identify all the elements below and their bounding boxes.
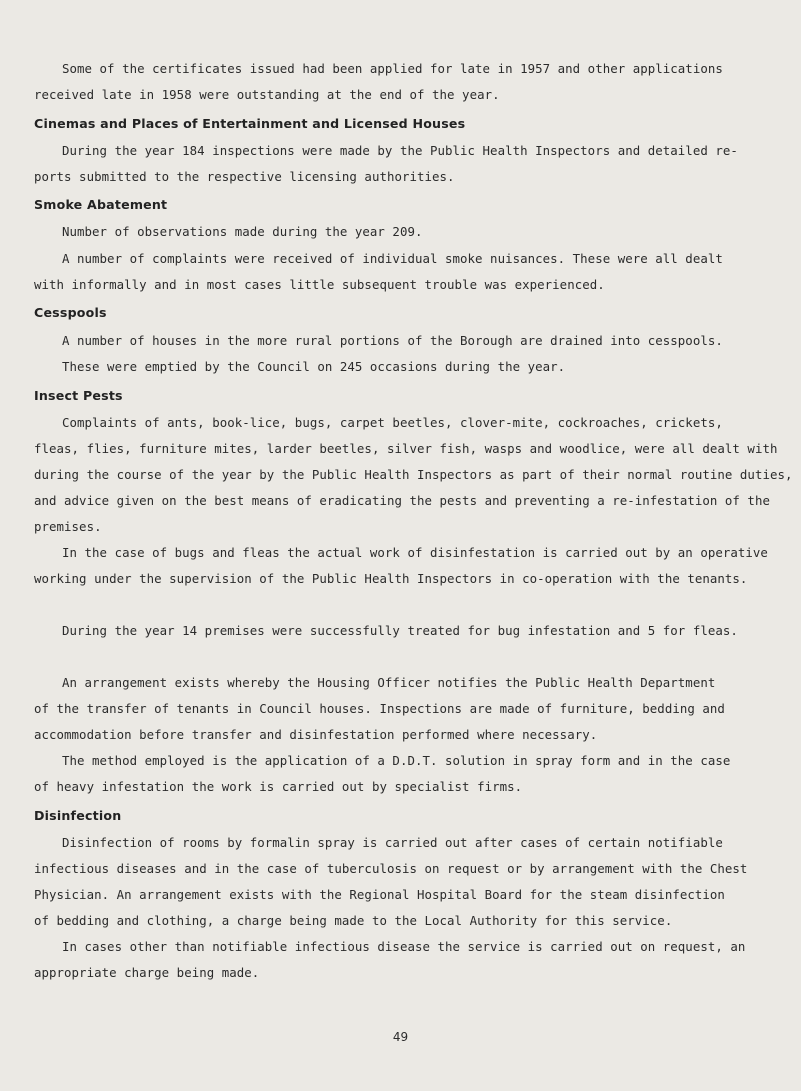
text-line: Disinfection of rooms by formalin spray is carried out after cases of certain notifiable [62,835,723,850]
heading-smoke-abatement: Smoke Abatement [34,197,168,212]
page-number: 49 [392,1030,409,1044]
text-line: Number of observations made during the year 209. [62,224,423,239]
text-line: appropriate charge being made. [34,965,260,980]
paragraph-insect-disinfestation [34,540,768,592]
text-line: The method employed is the application of a D.D.T. solution in spray form and in the case [62,753,731,768]
paragraph-smoke-complaints [34,246,754,298]
paragraph-cesspools [34,328,754,380]
text-line: Physician. An arrangement exists with the Regional Hospital Board for the steam disinfection [34,887,725,902]
paragraph-disinfection-other [34,934,754,986]
text-line: accommodation before transfer and disinfestation performed where necessary. [34,727,598,742]
text-line: of the transfer of tenants in Council houses. Inspections are made of furniture, bedding and [34,701,725,716]
text-line: A number of complaints were received of individual smoke nuisances. These were all dealt [62,251,723,266]
text-line: fleas, flies, furniture mites, larder beetles, silver fish, wasps and woodlice, were all dealt with [34,441,778,456]
paragraph-cinemas [34,138,754,190]
text-line: received late in 1958 were outstanding at the end of the year. [34,87,500,102]
text-line: ports submitted to the respective licensing authorities. [34,169,455,184]
paragraph-insect-method [34,748,754,800]
paragraph-insect-treated [34,618,754,644]
text-line: In the case of bugs and fleas the actual work of disinfestation is carried out by an operative [62,545,768,560]
text-line: In cases other than notifiable infectious disease the service is carried out on request, an [62,939,746,954]
heading-cesspools: Cesspools [34,305,107,320]
paragraph-disinfection-rooms [34,830,754,934]
text-line: with informally and in most cases little subsequent trouble was experienced. [34,277,605,292]
paragraph-insect-housing [34,670,754,748]
text-line: and advice given on the best means of eradicating the pests and preventing a re-infestation of the [34,493,770,508]
heading-cinemas: Cinemas and Places of Entertainment and Licensed Houses [34,116,466,131]
paragraph-insect-complaints [34,410,793,540]
text-line: during the course of the year by the Public Health Inspectors as part of their normal routine duties, [34,467,793,482]
text-line: Complaints of ants, book-lice, bugs, carpet beetles, clover-mite, cockroaches, crickets, [62,415,723,430]
text-line: premises. [34,519,102,534]
text-line: working under the supervision of the Public Health Inspectors in co-operation with the tenants. [34,571,748,586]
text-line: infectious diseases and in the case of tuberculosis on request or by arrangement with the Chest [34,861,748,876]
text-line: During the year 14 premises were successfully treated for bug infestation and 5 for fleas. [62,623,738,638]
paragraph-smoke-observations [34,219,754,245]
heading-insect-pests: Insect Pests [34,388,123,403]
paragraph-intro [34,56,754,108]
text-line: These were emptied by the Council on 245 occasions during the year. [62,359,566,374]
text-line: A number of houses in the more rural portions of the Borough are drained into cesspools. [62,333,723,348]
text-line: of heavy infestation the work is carried out by specialist firms. [34,779,523,794]
text-line: Some of the certificates issued had been applied for late in 1957 and other applications [62,61,723,76]
heading-disinfection: Disinfection [34,808,122,823]
text-line: An arrangement exists whereby the Housing Officer notifies the Public Health Department [62,675,716,690]
text-line: of bedding and clothing, a charge being made to the Local Authority for this service. [34,913,673,928]
text-line: During the year 184 inspections were made by the Public Health Inspectors and detailed re- [62,143,738,158]
